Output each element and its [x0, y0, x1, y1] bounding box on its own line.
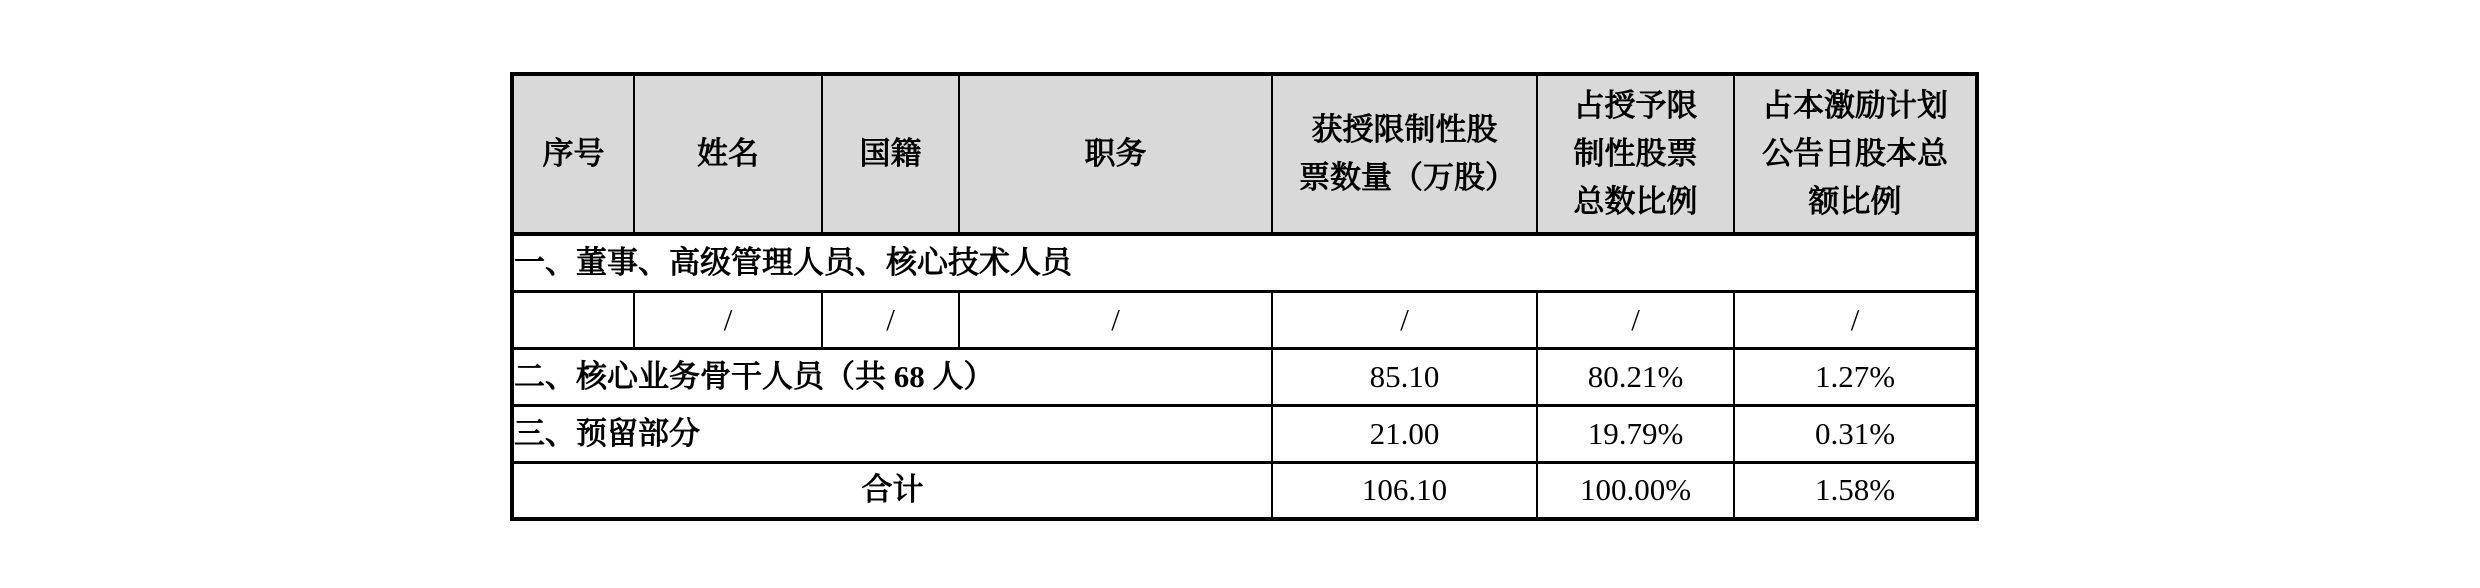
col-header-position: 职务	[959, 74, 1272, 234]
section1-label: 一、董事、高级管理人员、核心技术人员	[512, 234, 1977, 291]
col-header-name: 姓名	[634, 74, 822, 234]
section3-pct-of-granted: 19.79%	[1537, 405, 1734, 462]
total-shares: 106.10	[1272, 462, 1537, 519]
table-header-row	[512, 74, 1977, 234]
section2-row	[512, 348, 1977, 405]
section2-label: 二、核心业务骨干人员（共 68 人）	[512, 348, 1272, 405]
section3-shares: 21.00	[1272, 405, 1537, 462]
section1-row	[512, 234, 1977, 291]
total-pct-of-capital: 1.58%	[1734, 462, 1977, 519]
section3-row	[512, 405, 1977, 462]
placeholder-name: /	[634, 291, 822, 348]
col-header-pct-of-granted: 占授予限制性股票总数比例	[1537, 74, 1734, 234]
grant-allocation-table	[510, 72, 1979, 521]
section2-shares: 85.10	[1272, 348, 1537, 405]
placeholder-pct-of-capital: /	[1734, 291, 1977, 348]
total-label: 合计	[512, 462, 1272, 519]
section3-pct-of-capital: 0.31%	[1734, 405, 1977, 462]
placeholder-nationality: /	[822, 291, 959, 348]
col-header-nationality: 国籍	[822, 74, 959, 234]
placeholder-seq	[512, 291, 634, 348]
col-header-seq: 序号	[512, 74, 634, 234]
col-header-shares-granted: 获授限制性股票数量（万股）	[1272, 74, 1537, 234]
placeholder-row	[512, 291, 1977, 348]
placeholder-pct-of-granted: /	[1537, 291, 1734, 348]
placeholder-shares: /	[1272, 291, 1537, 348]
section2-pct-of-granted: 80.21%	[1537, 348, 1734, 405]
col-header-pct-of-capital: 占本激励计划公告日股本总额比例	[1734, 74, 1977, 234]
total-pct-of-granted: 100.00%	[1537, 462, 1734, 519]
total-row	[512, 462, 1977, 519]
section2-pct-of-capital: 1.27%	[1734, 348, 1977, 405]
section3-label: 三、预留部分	[512, 405, 1272, 462]
placeholder-position: /	[959, 291, 1272, 348]
